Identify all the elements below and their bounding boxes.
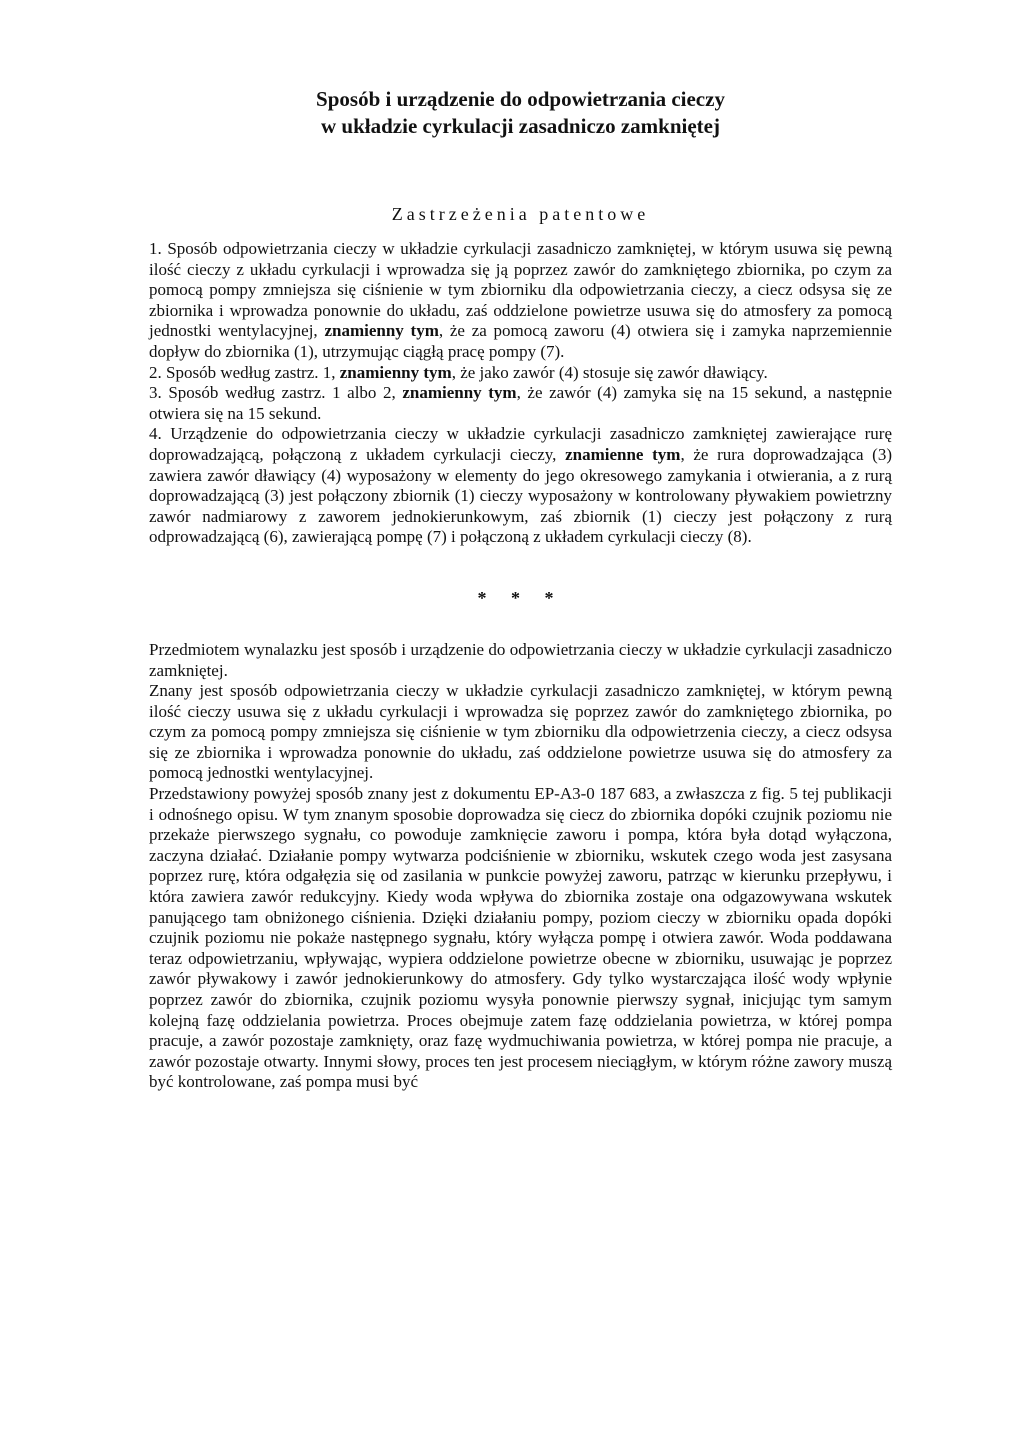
claim-2-text-cont: , że jako zawór (4) stosuje się zawór dławiący.: [451, 362, 768, 382]
claim-1-text-cont: , że za pomocą zaworu (4) otwiera się i zamyka naprzemiennie dopływ do zbiornika (1), utrzymując ciągłą pracę pompy (7).: [149, 321, 892, 361]
document-page: [149, 86, 892, 1093]
claim-4: [149, 424, 892, 548]
title-line-1: Sposób i urządzenie do odpowietrzania cieczy: [316, 87, 725, 111]
description-paragraph-2: Znany jest sposób odpowietrzania cieczy w układzie cyrkulacji zasadniczo zamkniętej, w którym pewną ilość cieczy usuwa się z układu cyrkulacji i wprowadza się poprzez zawór do zamkniętego zbiornika, po czym za pomocą pompy zmniejsza się ciśnienie w tym zbiorniku dla odpowietrzenia cieczy, a ciecz odsysa się ze zbiornika i wprowadza ponownie do układu, zaś oddzielone powietrze usuwa się do atmosfery za pomocą jednostki wentylacyjnej.: [149, 681, 892, 783]
claim-3-text-cont: , że zawór (4) zamyka się na 15 sekund, a następnie otwiera się na 15 sekund.: [149, 383, 892, 423]
claim-4-characterizing: znamienne tym: [565, 444, 681, 464]
description-paragraph-3: Przedstawiony powyżej sposób znany jest z dokumentu EP-A3-0 187 683, a zwłaszcza z fig. 5 tej publikacji i odnośnego opisu. W tym znanym sposobie doprowadza się ciecz do zbiornika dopóki czujnik poziomu nie przekaże pierwszego sygnału, co powoduje zamknięcie zaworu i pompa, która była dotąd wyłączona, zaczyna działać. Działanie pompy wytwarza podciśnienie w zbiorniku, wskutek czego woda jest zasysana poprzez rurę, która odgałęzia się od zasilania w punkcie powyżej zaworu, patrząc w kierunku przepływu, i która zawiera zawór redukcyjny. Kiedy woda wpływa do zbiornika zostaje ona odgazowywana wskutek panującego tam obniżonego ciśnienia. Dzięki działaniu pompy, poziom cieczy w zbiorniku opada dopóki czujnik poziomu nie pokaże następnego sygnału, który wyłącza pompę i otwiera zawór. Woda poddawana teraz odpowietrzaniu, wpływając, wypiera oddzielone powietrze obecne w zbiorniku, usuwając je poprzez zawór pływakowy i zawór jednokierunkowy do atmosfery. Gdy tylko wystarczająca ilość wody wpłynie poprzez zawór do zbiornika, czujnik poziomu wysyła ponownie pierwszy sygnał, inicjując tym samym kolejną fazę oddzielania powietrza. Proces obejmuje zatem fazę oddzielania powietrza, w której pompa pracuje, a zawór pozostaje zamknięty, oraz fazę wydmuchiwania powietrza, w której pompa nie pracuje, a zawór pozostaje otwarty. Innymi słowy, proces ten jest procesem nieciągłym, w którym różne zawory muszą być kontrolowane, zaś pompa musi być: [149, 784, 892, 1092]
title-line-2: w układzie cyrkulacji zasadniczo zamkniętej: [321, 114, 720, 138]
claim-3: [149, 383, 892, 424]
document-title: [149, 86, 892, 140]
claims-heading: Zastrzeżenia patentowe: [391, 204, 650, 224]
claim-1-characterizing: znamienny tym: [324, 321, 439, 341]
claim-4-text: 4. Urządzenie do odpowietrzania cieczy w układzie cyrkulacji zasadniczo zamkniętej zawierające rurę doprowadzającą, połączoną z układem cyrkulacji cieczy,: [149, 424, 892, 464]
claim-2-characterizing: znamienny tym: [339, 362, 452, 382]
claim-1-text: 1. Sposób odpowietrzania cieczy w układzie cyrkulacji zasadniczo zamkniętej, w którym usuwa się pewną ilość cieczy z układu cyrkulacji i wprowadza się ją poprzez zawór do zamkniętego zbiornika, po czym za pomocą pompy zmniejsza się ciśnienie w tym zbiorniku dla odpowietrzania cieczy, a ciecz odsysa się ze zbiornika i wprowadza ponownie do układu, zaś oddzielone powietrze usuwa się do atmosfery za pomocą jednostki wentylacyjnej,: [149, 239, 892, 341]
claim-1: [149, 239, 892, 363]
claim-3-characterizing: znamienny tym: [402, 383, 517, 403]
claim-2: [149, 363, 892, 384]
description-section: [149, 640, 892, 1093]
claim-4-text-cont: , że rura doprowadzająca (3) zawiera zawór dławiący (4) wyposażony w elementy do jego okresowego zamykania i otwierania, a z rurą doprowadzającą (3) jest połączony zbiornik (1) cieczy wyposażony w kontrolowany pływakiem powietrzny zawór nadmiarowy z zaworem jednokierunkowym, zaś zbiornik (1) cieczy jest połączony z rurą odprowadzającą (6), zawierającą pompę (7) i połączoną z układem cyrkulacji cieczy (8).: [149, 444, 892, 547]
claim-3-text: 3. Sposób według zastrz. 1 albo 2,: [149, 383, 403, 403]
section-separator: * * *: [477, 587, 564, 608]
description-paragraph-1: Przedmiotem wynalazku jest sposób i urządzenie do odpowietrzania cieczy w układzie cyrkulacji zasadniczo zamkniętej.: [149, 639, 892, 680]
claims-section: [149, 239, 892, 548]
claim-2-text: 2. Sposób według zastrz. 1,: [149, 362, 340, 382]
